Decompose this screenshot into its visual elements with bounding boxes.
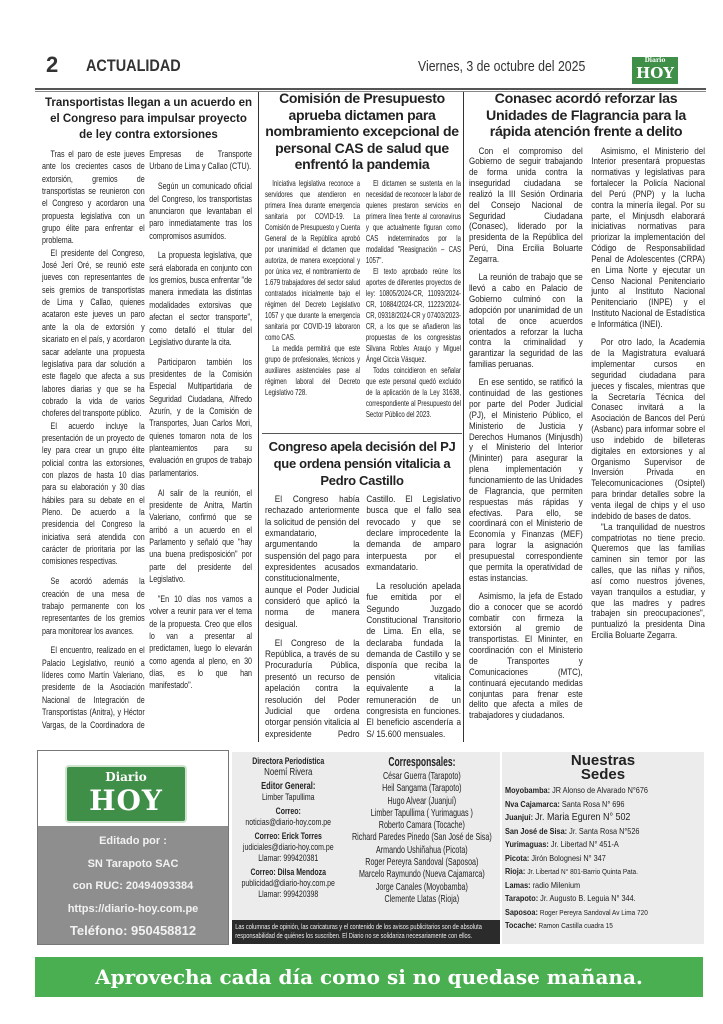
correspondents-list <box>344 755 500 905</box>
staff-list <box>232 756 345 900</box>
column-divider <box>463 92 464 742</box>
paragraph: La propuesta legislativa, que será elaborada en conjunto con los gremios, busca enfrentar "de manera inmediata las distintas modalidades extorsivas que afectan el sector transporte", como detalló el titular del Legislativo durante la cita. <box>149 249 252 347</box>
article-body-wrap <box>42 148 255 740</box>
sede-address: Ramon Castilla cuadra 15 <box>538 921 613 930</box>
paragraph: El encuentro, realizado en el Palacio Legislativo, reunió a líderes como Martín Valeriano, presidente de la Asociación Nacional de Integración de Transportistas (Anitra), y Héctor Vargas, de la Coordinadora de Empresas de Transporte Urbano de Lima y Callao (CTU). <box>42 148 252 730</box>
staff-box <box>232 752 500 944</box>
diario-hoy-logo-large <box>65 765 187 823</box>
paragraph: El acuerdo incluye la presentación de un proyecto de ley para crear un grupo élite policial contra las extorsiones, con plazos de hasta 10 días para su elaboración y 30 días hábiles para su debate en el Pleno. De acuerdo a la presidencia del Congreso la iniciativa será atendida con carácter de prioritaria por las comisiones respectivas. <box>42 419 145 567</box>
sede-item <box>505 852 672 866</box>
sedes-box <box>502 752 704 944</box>
staff-phone: Llamar: 999420398 <box>258 889 319 899</box>
sede-city: Nva Cajamarca: <box>505 798 560 809</box>
staff-email[interactable]: noticias@diario-hoy.com.pe <box>245 817 332 827</box>
sedes-title-line1: Nuestras <box>570 752 636 769</box>
sede-item <box>505 825 672 839</box>
sede-address: Jirón Bolognesi N° 347 <box>531 852 606 863</box>
paragraph: Por otro lado, la Academia de la Magistratura evaluará implementar cursos en seguridad ciudadana para jueces y fiscales, mientras que la Secretaría Técnica del Conasec invitará a la Asociación de Bancos del Perú (Asbanc) para informar sobre el uso indebido de billeteras digitales en extorsiones y al Organismo Supervisor de Inversión Privada en Telecomunicaciones (Osiptel) para brindar detalles sobre la venta ilegal de chips y el uso indebido de bases de datos. <box>591 336 705 521</box>
paragraph: Al salir de la reunión, el presidente de Anitra, Martín Valeriano, confirmó que se arribó a un acuerdo en el Parlamento y señaló que "hay una buena predisposición" por parte del presidente del Legislativo. <box>149 486 252 585</box>
article-body-comision-presupuesto <box>265 178 461 429</box>
staff-label: Correo: <box>275 806 301 816</box>
staff-phone: Llamar: 999420381 <box>258 853 319 863</box>
sede-item <box>505 919 672 933</box>
sede-city: Rioja: <box>505 866 526 876</box>
sede-item <box>505 838 672 852</box>
sede-address: JR Alonso de Alvarado N°676 <box>552 785 648 795</box>
correspondent: César Guerra (Tarapoto) <box>382 770 461 782</box>
publisher-box <box>37 750 229 945</box>
article-title-comision-presupuesto: Comisión de Presupuesto aprueba dictamen para nombramiento excepcional de personal CAS de salud que enfrentó la pandemia <box>265 90 459 172</box>
staff-name: Limber Tapullima <box>261 792 315 802</box>
article-body-transportistas <box>42 148 252 740</box>
sede-item <box>505 811 672 825</box>
publisher-ruc: con RUC: 20494093384 <box>72 880 194 892</box>
sede-item <box>505 906 672 920</box>
staff-name: Noemí Rivera <box>264 766 313 778</box>
sede-city: Yurimaguas: <box>505 839 549 849</box>
sede-address: Jr. Libertad N° 451-A <box>550 839 619 849</box>
sede-item <box>505 892 672 906</box>
paragraph: Asimismo, el Ministerio del Interior presentará propuestas normativas y legislativas para fortalecer la Policía Nacional del Perú (PNP) y la lucha contra la minería ilegal. Por su parte, el Minjusdh elaborará iniciativas normativas para priorizar la implementación del Código de Responsabilidad Penal de Adolescentes (CRPA) en Lima Norte y ejecutar un Censo Nacional Penitenciario junto al Instituto Nacional Penitenciario (INPE) y el Instituto Nacional de Estadística e Informática (INEI). <box>591 144 705 329</box>
sedes-title-line2: Sedes <box>580 766 626 783</box>
correspondent: Roger Pereyra Sandoval (Saposoa) <box>365 856 479 869</box>
publisher-name: SN Tarapoto SAC <box>87 857 179 870</box>
correspondent: Armando Ushiñahua (Picota) <box>376 843 468 856</box>
sede-address: Santa Rosa N° 696 <box>561 798 625 809</box>
sede-address: Jr. Libertad N° 801-Barrio Quinta Pata. <box>527 867 638 876</box>
article-title-conasec: Conasec acordó reforzar las Unidades de Flagrancia para la rápida atención frente a delito <box>486 91 686 140</box>
article-body-wrap <box>262 178 462 429</box>
correspondent: Limber Tapullima ( Yurimaguas ) <box>370 806 473 819</box>
sede-address: Roger Pereyra Sandoval Av Lima 720 <box>539 907 648 917</box>
correspondent: Roberto Camara (Tocache) <box>378 819 465 832</box>
article-transportistas <box>42 95 255 740</box>
paragraph: El Congreso había rechazado anteriormente la solicitud de pensión del exmandatario, argumentando la suspensión del pago para expresidentes acusados constitucionalmente, aunque el Poder Judicial consideró que aplicó la norma de manera desigual. <box>265 494 360 630</box>
paragraph: Tras el paro de este jueves ante los crecientes casos de extorsión, gremios de transportistas se reunieron con el Congreso y acordaron una propuesta legislativa con un grupo élite para enfrentar el problema. <box>42 148 145 246</box>
column-divider <box>258 92 259 742</box>
article-title-transportistas: Transportistas llegan a un acuerdo en el Congreso para impulsar proyecto de ley contra extorsiones <box>44 97 253 141</box>
sede-city: Tarapoto: <box>505 893 539 903</box>
correspondent: Hugo Alvear (Juanjuí) <box>387 794 457 807</box>
sede-city: Lamas: <box>505 879 531 890</box>
correspondent: Clemente Llatas (Rioja) <box>384 892 460 905</box>
logo-main-text: HOY <box>89 784 163 817</box>
page-number: 2 <box>46 52 59 77</box>
staff-label: Correo: Erick Torres <box>254 831 322 841</box>
logo-top-text: Diario <box>644 57 666 64</box>
sede-item <box>505 865 672 879</box>
staff-email[interactable]: publicidad@diario-hoy.com.pe <box>241 878 335 888</box>
paragraph: "En 10 días nos vamos a volver a reunir para ver el tema de la propuesta. Creo que ellos lo van a presentar al predictamen, luego lo elevarán como agenda al pleno, en 30 días, es lo que han manifestado". <box>149 592 252 691</box>
sede-item <box>505 879 672 893</box>
diario-hoy-logo <box>632 57 678 84</box>
sede-item <box>505 784 672 798</box>
paragraph: Iniciativa legislativa reconoce a servidores que atendieron en primera línea durante emergencia sanitaria por COVID-19. La Comisión de Presupuesto y Cuenta General de la República aprobó por unanimidad el dictamen que autoriza, de manera excepcional y por única vez, el nombramiento de 1.679 trabajadores del sector salud contratados inicialmente bajo el régimen del Decreto Legislativo 1057 y que durante la emergencia sanitaria por COVID-19 laboraron como CAS. <box>265 177 361 342</box>
paragraph: La resolución apelada fue emitida por el Segundo Juzgado Constitucional Transitorio de Lima. En ella, se declaraba fundada la demanda de Castillo y se disponía que reciba la pensión vitalicia equivalente a la remuneración de un congresista en funciones. El beneficio ascendería a S/ 15.600 mensuales. <box>366 581 461 740</box>
article-congreso-apela <box>262 438 462 743</box>
article-conasec <box>466 91 706 741</box>
sede-address: Jr. Augusto B. Leguia N° 344. <box>540 893 636 903</box>
article-body-conasec <box>469 146 705 742</box>
sede-city: Tocache: <box>505 920 537 930</box>
correspondent: Marcelo Raymundo (Nueva Cajamarca) <box>358 868 485 881</box>
article-divider <box>262 433 462 434</box>
publisher-label: Editado por : <box>99 835 167 847</box>
sede-address: Jr. Maria Eguren N° 502 <box>535 811 631 823</box>
article-title-congreso-apela: Congreso apela decisión del PJ que ordena pensión vitalicia a Pedro Castillo <box>268 439 456 488</box>
staff-label: Correo: Dilsa Mendoza <box>250 867 327 877</box>
correspondent: Richard Paredes Pinedo (San José de Sisa) <box>352 831 492 844</box>
sede-city: Moyobamba: <box>505 785 551 795</box>
publisher-phone: Teléfono: 950458812 <box>69 923 197 938</box>
paragraph: El presidente del Congreso, José Jerí Oré, se reunió este jueves con representantes de seis gremios de transportistas de Lima y Callao, quienes acataron este jueves un paro ante la ola de extorsión y sicariato en el país, y acordaron sacar adelante una propuesta legislativa para dar solución a este flagelo que afecta a sus labores diarias y que se ha cobrado la vida de varios choferes del transporte público. <box>42 246 145 419</box>
paragraph: En ese sentido, se ratificó la continuidad de las gestiones por parte del Poder Judicial (PJ), el Ministerio Público, el Ministerio de Justicia y Derechos Humanos (Minjusdh) y el Ministerio del Interior (Mininter) para asegurar la plena implementación y funcionamiento de las Unidades de Flagrancia, que permiten respuestas más rápidas y efectivas. Para ello, se coordinará con el Ministerio de Economía y Finanzas (MEF) para lograr la asignación presupuestal correspondiente que permita la operatividad de estas instancias. <box>469 376 583 583</box>
paragraph: Según un comunicado oficial del Congreso, los transportistas anunciaron que levantaban el paro inmediatamente tras los compromisos asumidos. <box>149 180 252 241</box>
section-title: ACTUALIDAD <box>86 56 181 75</box>
sede-city: Picota: <box>505 852 530 863</box>
correspondent: Heil Sangama (Tarapoto) <box>382 782 462 795</box>
sede-city: San José de Sisa: <box>505 825 568 836</box>
sede-address: Jr. Santa Rosa N°526 <box>569 825 640 836</box>
paragraph: "La tranquilidad de nuestros compatriotas no tiene precio. Queremos que las familias caminen sin temor por las calles, que las niñas y niños, así como nuestros jóvenes, vayan tranquilos a estudiar, y que las madres y padres trabajen sin preocupaciones", puntualizó la presidenta Dina Ercilia Boluarte Zegarra. <box>591 520 705 641</box>
correspondent: Jorge Canales (Moyobamba) <box>375 880 468 893</box>
publisher-website[interactable]: https://diario-hoy.com.pe <box>67 902 199 915</box>
disclaimer: Las columnas de opinión, las caricaturas y el contenido de los avisos publicitarios son de absoluta responsabilidad de quiénes los suscriben. El Diario no se solidariza necesariamente con ellos. <box>232 920 500 944</box>
staff-label: Directora Periodística <box>252 756 325 766</box>
motto-banner: Aprovecha cada día como si no quedase mañana. <box>35 957 703 997</box>
article-body-congreso-apela <box>265 494 461 743</box>
paragraph: Se acordó además la creación de una mesa de trabajo permanente con los representantes de los gremios para monitorear los avances. <box>42 575 145 636</box>
logo-top-text: Diario <box>105 770 147 784</box>
paragraph: Todos coincidieron en señalar que este personal quedó excluido de la aplicación de la Ley 31638, correspondiente al Presupuesto del Sector Público del 2023. <box>365 364 461 419</box>
issue-date: Viernes, 3 de octubre del 2025 <box>418 58 586 75</box>
article-body-wrap <box>466 146 706 742</box>
sede-address: radio Milenium <box>532 879 581 890</box>
article-body-wrap <box>262 494 462 743</box>
article-comision-presupuesto <box>262 90 462 428</box>
paragraph: La reunión de trabajo que se llevó a cabo en Palacio de Gobierno culminó con la adopción por unanimidad de un total de once acuerdos orientados a reforzar la lucha contra la criminalidad y garantizar la seguridad de las familias peruanas. <box>469 271 583 370</box>
staff-email[interactable]: judiciales@diario-hoy.com.pe <box>242 842 334 852</box>
paragraph: El texto aprobado reúne los aportes de diferentes proyectos de ley: 10805/2024-CR, 11093/2024-CR, 10884/2024-CR, 11223/2024-CR, 09318/2024-CR y 07403/2023-CR, a los que se añadieron las propuestas de los congresistas Silvana Robles Araujo y Miguel Ángel Ciccia Vásquez. <box>365 265 461 364</box>
paragraph: El dictamen se sustenta en la necesidad de reconocer la labor de quienes prestaron servicios en primera línea frente al coronavirus y que actualmente figuran como CAS indeterminados por la modalidad "Reasignación – CAS 1057". <box>365 177 461 265</box>
paragraph: Asimismo, la jefa de Estado dio a conocer que se acordó combatir con firmeza la extorsión al gremio de transportistas. El Mininter, en coordinación con el Ministerio de Transportes y Comunicaciones (MTC), continuará ejecutando medidas conjuntas para frenar este delito que afecta a miles de trabajadores y ciudadanos. <box>469 589 583 721</box>
sede-city: Saposoa: <box>505 906 538 917</box>
paragraph: Con el compromiso del Gobierno de seguir trabajando de forma unida contra la inseguridad ciudadana se realizó la III Sesión Ordinaria del Consejo Nacional de Seguridad Ciudadana (Conasec), liderado por la presidenta de la República del Perú, Dina Ercilia Boluarte Zegarra. <box>469 144 583 264</box>
sede-item <box>505 798 672 812</box>
paragraph: Participaron también los presidentes de la Comisión Especial Multipartidaria de Seguridad Ciudadana, Alfredo Azurín, y de la Comisión de Transportes, Juan Carlos Mori, quienes tomaron nota de los planteamientos para su evaluación en grupos de trabajo parlamentarios. <box>149 355 252 478</box>
logo-main-text: HOY <box>636 64 674 82</box>
correspondents-title: Corresponsales: <box>388 755 456 769</box>
paragraph: El Congreso de la República, a través de su Procuraduría Pública, presentó un recurso de apelación contra la resolución del Poder Judicial que ordena otorgar pensión vitalicia al expresidente Pedro Castillo. El Legislativo busca que el fallo sea revocado y que se declare improcedente la demanda de amparo interpuesta por el exmandatario. <box>265 494 461 740</box>
paragraph: La medida permitirá que este grupo de profesionales, técnicos y auxiliares asistenciales pase al régimen laboral del Decreto Legislativo 728. <box>265 342 361 397</box>
staff-label: Editor General: <box>261 781 316 792</box>
sede-city: Juanjuí: <box>505 812 534 822</box>
